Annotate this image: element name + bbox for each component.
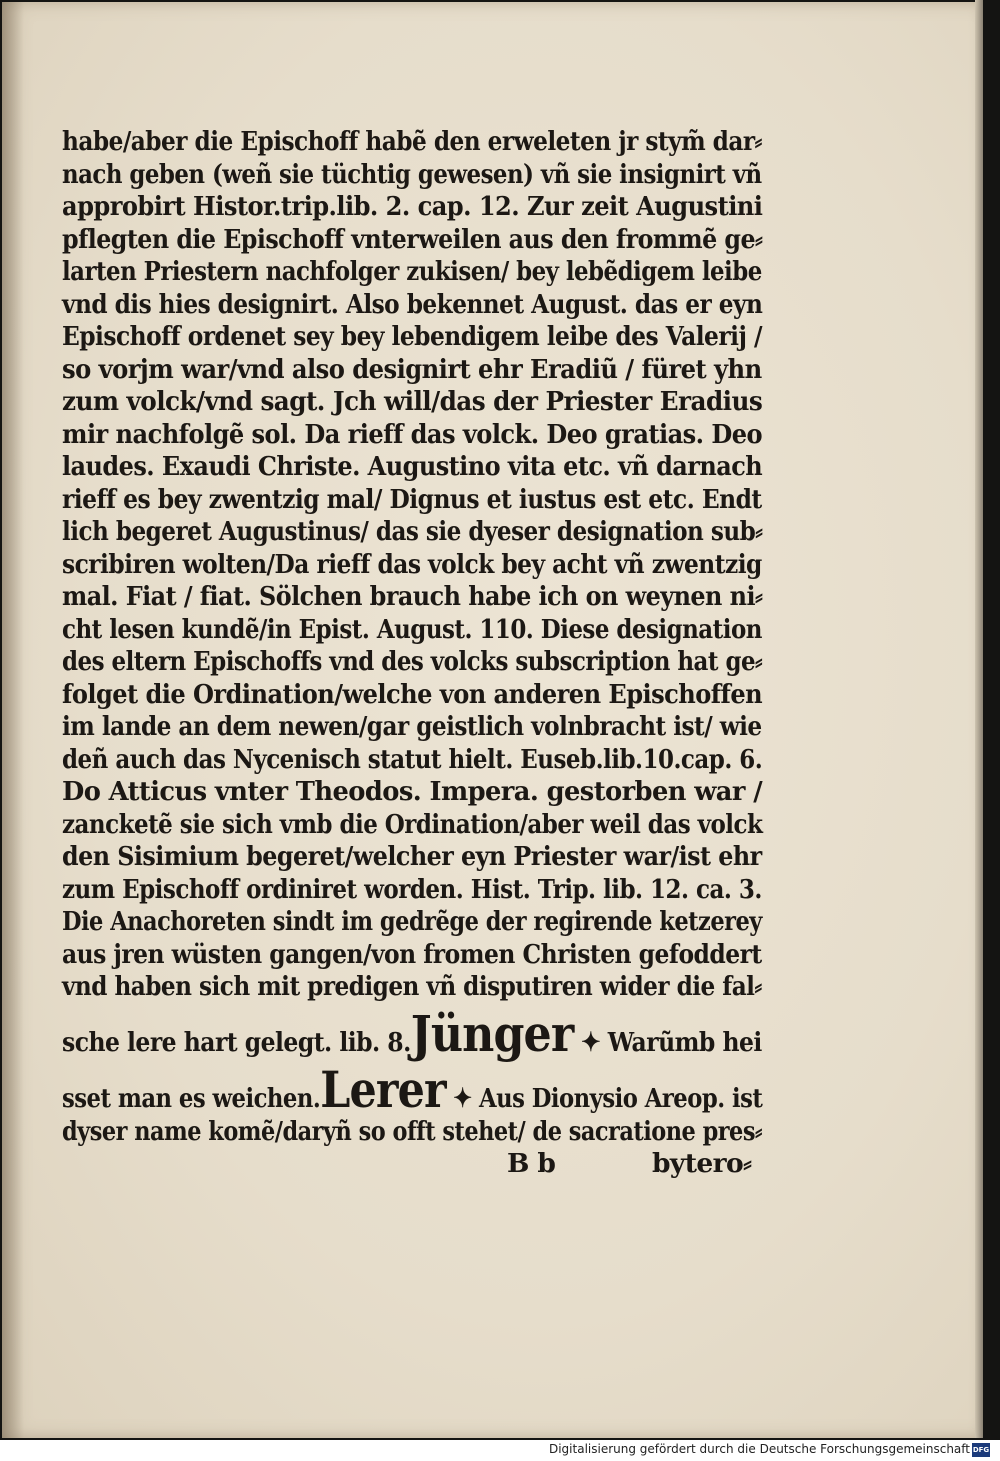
dfg-logo-icon: DFG: [972, 1443, 990, 1457]
signature-mark: B b: [507, 1148, 556, 1179]
text-line: aus jren wüsten gangen/von fromen Christen gefoddert: [62, 938, 762, 970]
funding-credit: Digitalisierung gefördert durch die Deutsche Forschungsgemeinschaft: [548, 1442, 970, 1456]
text-segment: sche lere hart gelegt. lib. 8.: [62, 1026, 411, 1058]
text-segment: Warũmb hei: [607, 1026, 762, 1058]
text-line: vnd haben sich mit predigen vñ disputiren wider die fal⸗: [62, 971, 762, 1002]
text-line: folget die Ordination/welche von anderen Epischoffen: [62, 678, 763, 710]
text-line: mal. Fiat / fiat. Sölchen brauch habe ich on weynen ni⸗: [62, 581, 763, 612]
text-line: rieff es bey zwentzig mal/ Dignus et iustus est etc. Endt: [62, 483, 762, 515]
text-line: nach geben (weñ sie tüchtig gewesen) vñ sie insignirt vñ: [62, 158, 762, 190]
text-line: lich begeret Augustinus/ das sie dyeser designation sub⸗: [62, 516, 763, 547]
text-line-junger: sche lere hart gelegt. lib. 8.Jünger ✦ Warũmb hei: [62, 1003, 762, 1063]
text-line: laudes. Exaudi Christe. Augustino vita etc. vñ darnach: [62, 451, 763, 482]
text-line: larten Priestern nachfolger zukisen/ bey lebẽdigem leibe: [62, 256, 762, 287]
text-line: zum Epischoff ordiniret worden. Hist. Trip. lib. 12. ca. 3.: [62, 873, 762, 905]
text-line: Die Anachoreten sindt im gedrẽge der regirende ketzerey: [62, 906, 762, 937]
catchword: bytero⸗: [652, 1148, 752, 1179]
text-line: vnd dis hies designirt. Also bekennet August. das er eyn: [62, 288, 763, 320]
page-edge: [975, 0, 983, 1438]
text-line: Do Atticus vnter Theodos. Impera. gestorben war /: [62, 776, 763, 807]
heading-word-lerer: Lerer: [320, 1059, 446, 1119]
heading-word-junger: Jünger: [410, 1003, 574, 1063]
text-line: Epischoff ordenet sey bey lebendigem leibe des Valerij /: [62, 321, 762, 352]
text-line: dyser name komẽ/daryñ so offt stehet/ de sacratione pres⸗: [62, 1115, 762, 1147]
text-line: habe/aber die Epischoff habẽ den erweleten jr stym̃ dar⸗: [62, 126, 762, 157]
text-line: zum volck/vnd sagt. Jch will/das der Priester Eradius: [62, 386, 763, 417]
text-line: mir nachfolgẽ sol. Da rieff das volck. Deo gratias. Deo: [62, 418, 762, 450]
text-segment: Aus Dionysio Areop. ist: [479, 1082, 763, 1114]
text-line: scribiren wolten/Da rieff das volck bey acht vñ zwentzig: [62, 548, 762, 580]
text-line: zancketẽ sie sich vmb die Ordination/aber weil das volck: [62, 808, 763, 840]
text-line: pflegten die Epischoff vnterweilen aus den frommẽ ge⸗: [62, 223, 763, 255]
text-line: cht lesen kundẽ/in Epist. August. 110. Diese designation: [62, 613, 762, 645]
text-line: den Sisimium begeret/welcher eyn Priester war/ist ehr: [62, 841, 762, 872]
spine-shadow: [2, 2, 24, 1438]
text-line-lerer: sset man es weichen.Lerer ✦ Aus Dionysio Areop. ist: [62, 1059, 763, 1119]
text-line: approbirt Histor.trip.lib. 2. cap. 12. Zur zeit Augustini: [62, 191, 763, 222]
text-line: so vorjm war/vnd also designirt ehr Eradiũ / füret yhn: [62, 353, 762, 385]
text-line: des eltern Epischoffs vnd des volcks subscription hat ge⸗: [62, 646, 763, 677]
body-text: [62, 126, 762, 1181]
signature-line: [62, 1148, 762, 1181]
text-line: im lande an dem newen/gar geistlich volnbracht ist/ wie: [62, 711, 762, 742]
text-line: deñ auch das Nycenisch statut hielt. Euseb.lib.10.cap. 6.: [62, 743, 763, 775]
text-segment: sset man es weichen.: [62, 1082, 321, 1114]
